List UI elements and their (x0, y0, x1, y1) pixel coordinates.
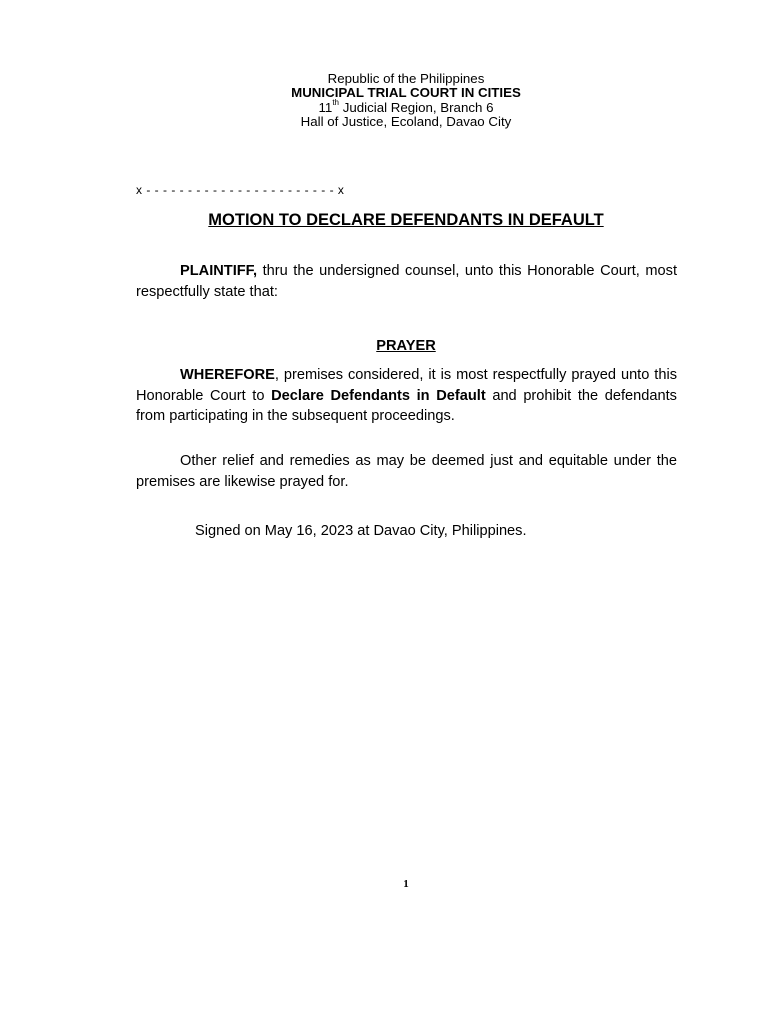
court-name: MUNICIPAL TRIAL COURT IN CITIES (291, 85, 521, 101)
wherefore-label: WHEREFORE (180, 367, 275, 383)
region-number: 11 (318, 99, 333, 115)
region-suffix: th (332, 98, 339, 108)
prayer-heading: PRAYER (376, 338, 436, 354)
prayer-text-2: and prohibit the defendants from participating in the subsequent proceedings. (136, 387, 677, 424)
prayer-paragraph (136, 365, 677, 427)
other-relief-text: Other relief and remedies as may be deemed just and equitable under the premises are likewise prayed for. (136, 453, 677, 490)
signed-line: Signed on May 16, 2023 at Davao City, Philippines. (195, 523, 527, 539)
prayer-text-1: , premises considered, it is most respectfully prayed unto this Honorable Court to (136, 367, 677, 404)
opening-paragraph (136, 261, 677, 302)
prayer-emphasis: Declare Defendants in Default (271, 387, 486, 404)
case-caption-divider: x - - - - - - - - - - - - - - - - - - - - - - - x (136, 183, 345, 197)
region-line (0, 98, 768, 115)
court-header (0, 72, 768, 129)
document-title: MOTION TO DECLARE DEFENDANTS IN DEFAULT (208, 211, 604, 229)
plaintiff-label: PLAINTIFF, (180, 263, 258, 279)
court-location: Hall of Justice, Ecoland, Davao City (300, 113, 512, 129)
page-number: 1 (403, 878, 409, 890)
other-relief-paragraph (136, 451, 677, 492)
opening-text: thru the undersigned counsel, unto this Honorable Court, most respectfully state that: (136, 263, 677, 300)
region-rest: Judicial Region, Branch 6 (339, 99, 494, 115)
republic-line: Republic of the Philippines (327, 71, 485, 86)
